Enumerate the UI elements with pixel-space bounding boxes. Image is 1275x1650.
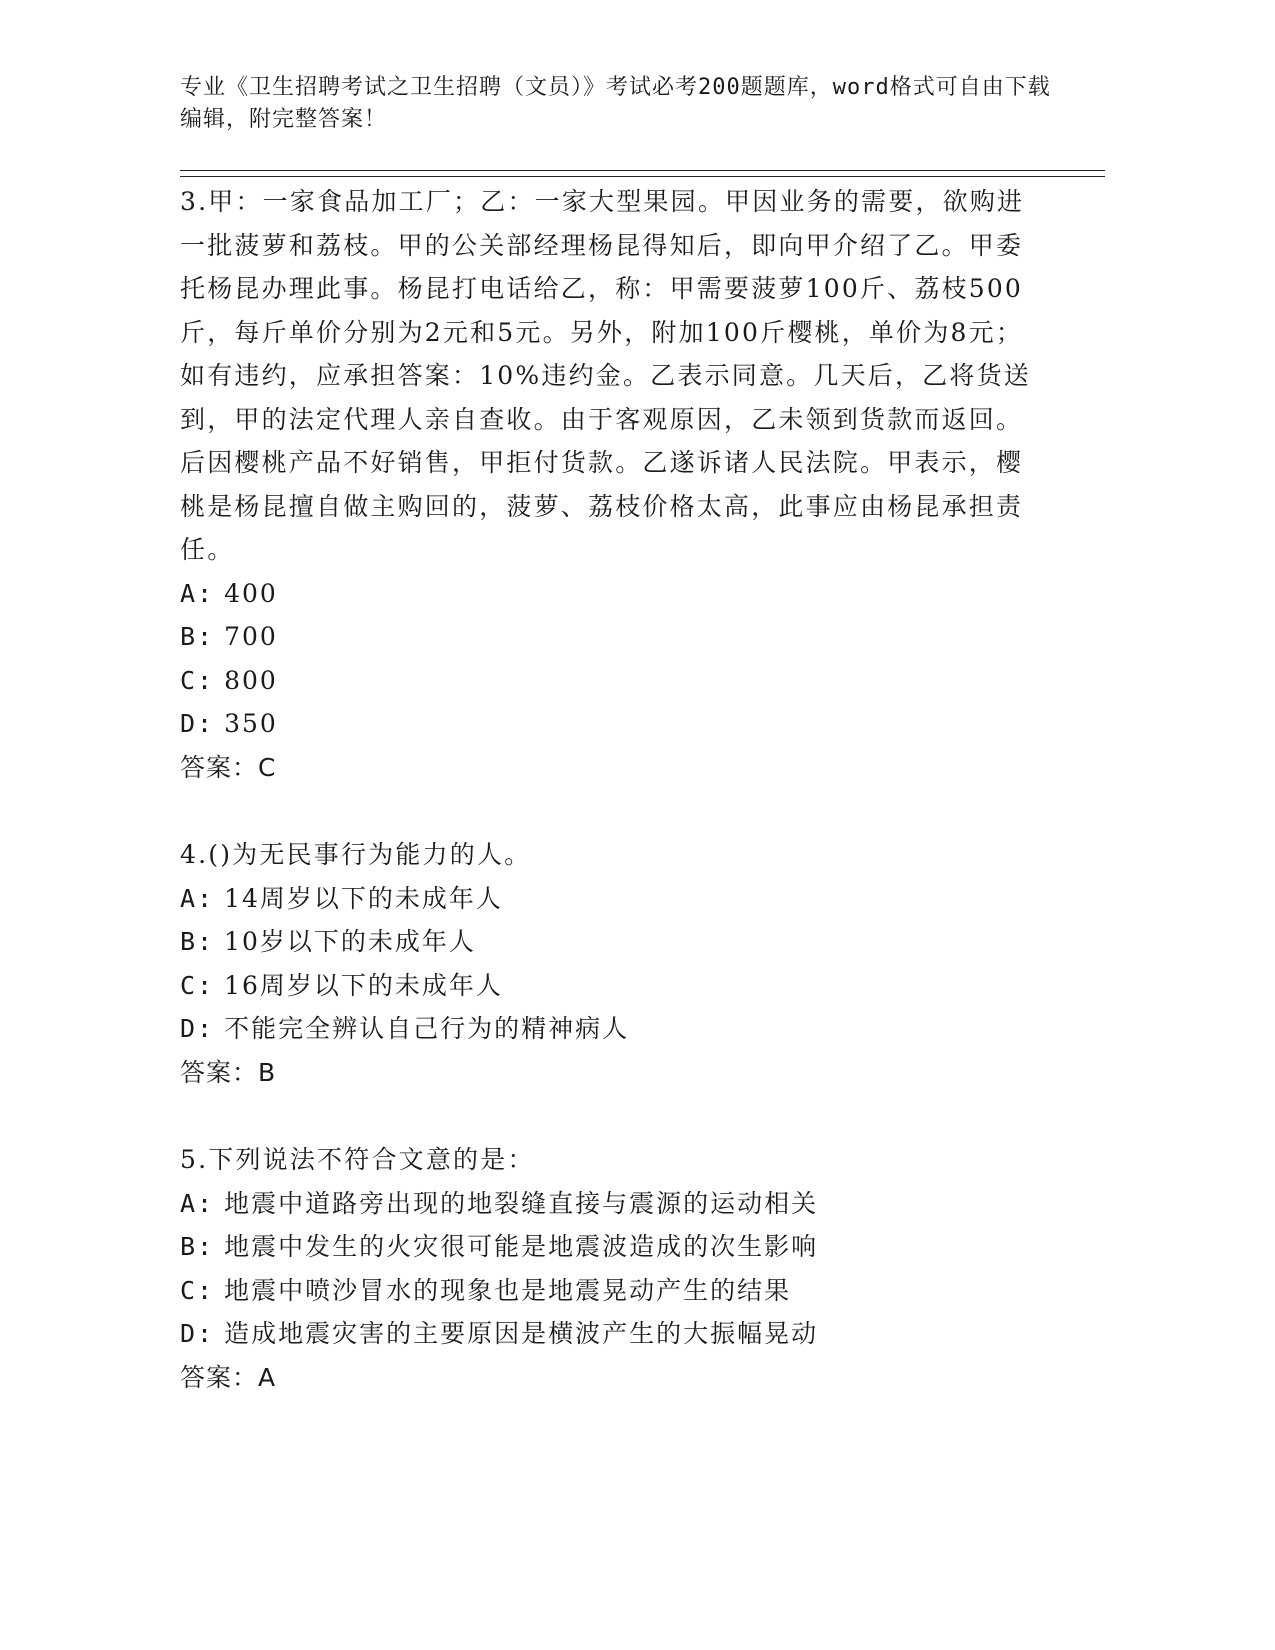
option-a [180, 877, 1040, 921]
option-key: A: [180, 578, 215, 608]
answer-line: 答案：C [180, 752, 277, 782]
option-key: D: [180, 709, 215, 738]
option-c [180, 1269, 1040, 1313]
option-key: A: [180, 883, 215, 913]
option-d [180, 1312, 1040, 1356]
spacer [180, 1094, 1040, 1138]
option-text: 地震中喷沙冒水的现象也是地震晃动产生的结果 [224, 1275, 792, 1305]
header-divider-bottom [180, 176, 1105, 177]
question-4 [180, 833, 1040, 1094]
option-key: C: [180, 665, 215, 695]
question-stem: 3.甲：一家食品加工厂；乙：一家大型果园。甲因业务的需要，欲购进一批菠萝和荔枝。甲的公关部经理杨昆得知后，即向甲介绍了乙。甲委托杨昆办理此事。杨昆打电话给乙，称：甲需要菠萝100斤、荔枝500斤，每斤单价分别为2元和5元。另外，附加100斤樱桃，单价为8元；如有违约，应承担答案：10%违约金。乙表示同意。几天后，乙将货送到，甲的法定代理人亲自查收。由于客观原因，乙未领到货款而返回。后因樱桃产品不好销售，甲拒付货款。乙遂诉诸人民法院。甲表示，樱桃是杨昆擅自做主购回的，菠萝、荔枝价格太高，此事应由杨昆承担责任。 [180, 187, 1031, 564]
option-key: B: [180, 927, 215, 956]
option-b [180, 615, 1040, 659]
answer-line: 答案：A [180, 1362, 277, 1392]
option-text: 不能完全辨认自己行为的精神病人 [224, 1014, 630, 1043]
option-key: A: [180, 1188, 215, 1218]
option-text: 700 [224, 622, 278, 651]
document-header: 专业《卫生招聘考试之卫生招聘（文员）》考试必考200题题库，word格式可自由下载编辑，附完整答案！ [180, 75, 1051, 132]
option-b [180, 1225, 1040, 1269]
option-text: 10岁以下的未成年人 [224, 927, 476, 956]
question-stem: 4.()为无民事行为能力的人。 [180, 840, 532, 869]
option-key: C: [180, 970, 215, 1000]
option-text: 350 [224, 709, 278, 738]
option-text: 地震中发生的火灾很可能是地震波造成的次生影响 [224, 1232, 819, 1261]
spacer [180, 789, 1040, 833]
option-text: 造成地震灾害的主要原因是横波产生的大振幅晃动 [224, 1319, 819, 1348]
option-a [180, 572, 1040, 616]
option-key: B: [180, 1232, 215, 1261]
option-text: 800 [224, 665, 278, 695]
option-text: 16周岁以下的未成年人 [224, 970, 503, 1000]
option-text: 地震中道路旁出现的地裂缝直接与震源的运动相关 [224, 1188, 819, 1218]
question-list [180, 180, 1040, 1399]
header-divider-top [180, 170, 1105, 171]
question-3 [180, 180, 1040, 789]
option-c [180, 964, 1040, 1008]
option-key: D: [180, 1014, 215, 1043]
option-key: D: [180, 1319, 215, 1348]
option-text: 14周岁以下的未成年人 [224, 883, 503, 913]
option-key: C: [180, 1275, 215, 1305]
option-b [180, 920, 1040, 964]
option-text: 400 [224, 578, 278, 608]
option-d [180, 1007, 1040, 1051]
option-key: B: [180, 622, 215, 651]
option-c [180, 659, 1040, 703]
option-d [180, 702, 1040, 746]
answer-line: 答案：B [180, 1057, 277, 1087]
question-stem: 5.下列说法不符合文意的是： [180, 1145, 535, 1174]
question-5 [180, 1138, 1040, 1399]
option-a [180, 1182, 1040, 1226]
